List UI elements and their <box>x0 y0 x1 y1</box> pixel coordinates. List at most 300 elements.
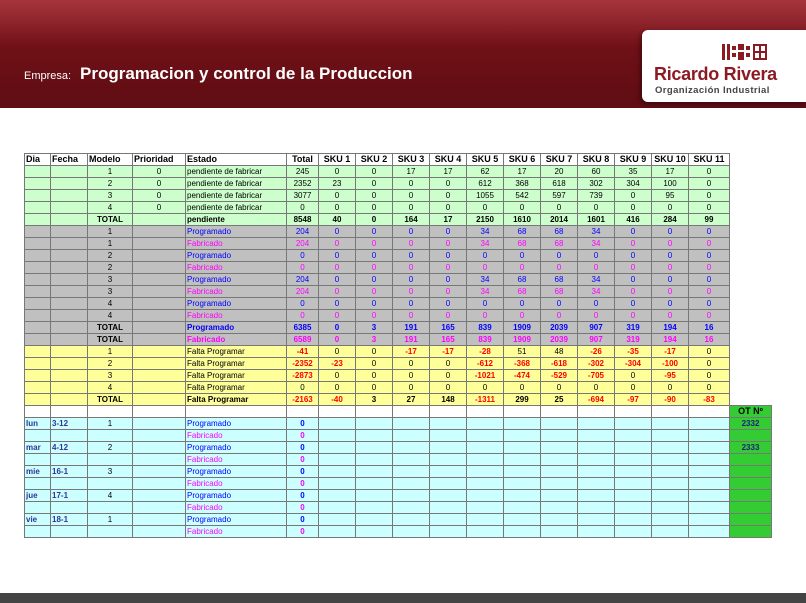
sku-cell: 0 <box>467 310 504 322</box>
sku-cell <box>430 526 467 538</box>
total-cell: 6385 <box>287 322 319 334</box>
sku-cell <box>467 442 504 454</box>
dia-cell: vie <box>25 514 51 526</box>
column-header: SKU 5 <box>467 154 504 166</box>
sku-cell: 368 <box>504 178 541 190</box>
sku-cell <box>467 454 504 466</box>
sku-cell <box>504 502 541 514</box>
sku-cell: 0 <box>356 346 393 358</box>
day-fabricado-row <box>25 526 772 538</box>
sku-cell: 0 <box>393 190 430 202</box>
sku-cell: 0 <box>504 382 541 394</box>
sku-cell <box>578 526 615 538</box>
sku-cell: 0 <box>578 250 615 262</box>
sku-cell: 3 <box>356 334 393 346</box>
sku-cell: 0 <box>356 214 393 226</box>
total-cell: -2163 <box>287 394 319 406</box>
table-cell <box>25 454 51 466</box>
day-fabricado-row <box>25 430 772 442</box>
sku-cell: 0 <box>467 250 504 262</box>
sku-cell: 0 <box>541 202 578 214</box>
sku-cell: 0 <box>504 310 541 322</box>
sku-cell: 0 <box>689 358 730 370</box>
sku-cell <box>504 418 541 430</box>
sku-cell: 27 <box>393 394 430 406</box>
sku-cell: -17 <box>652 346 689 358</box>
sku-cell: 0 <box>652 274 689 286</box>
sku-cell <box>430 514 467 526</box>
day-fabricado-row <box>25 502 772 514</box>
sku-cell: 0 <box>319 310 356 322</box>
sku-cell <box>430 430 467 442</box>
empty-cell <box>730 310 772 322</box>
estado-cell: Fabricado <box>186 310 287 322</box>
sku-cell <box>652 418 689 430</box>
sku-cell: 0 <box>430 382 467 394</box>
sku-cell: -302 <box>578 358 615 370</box>
modelo-cell: TOTAL <box>88 322 133 334</box>
fabricado-row <box>25 262 772 274</box>
sku-cell: 0 <box>504 262 541 274</box>
header-row <box>25 154 772 166</box>
sku-cell <box>356 442 393 454</box>
sku-cell: 25 <box>541 394 578 406</box>
sku-cell <box>615 442 652 454</box>
sku-cell <box>504 466 541 478</box>
modelo-cell: 1 <box>88 346 133 358</box>
table-cell <box>88 526 133 538</box>
sku-cell: 0 <box>652 310 689 322</box>
ot-cell <box>730 502 772 514</box>
spacer-row <box>25 406 772 418</box>
table-cell <box>133 226 186 238</box>
sku-cell: 165 <box>430 322 467 334</box>
sku-cell <box>541 526 578 538</box>
sku-cell: 34 <box>578 286 615 298</box>
total-cell: 0 <box>287 454 319 466</box>
estado-cell: Fabricado <box>186 286 287 298</box>
sku-cell: 35 <box>615 166 652 178</box>
empty-cell <box>730 226 772 238</box>
sku-cell <box>319 526 356 538</box>
sku-cell: -1021 <box>467 370 504 382</box>
table-cell <box>25 526 51 538</box>
column-header: SKU 6 <box>504 154 541 166</box>
table-cell <box>88 502 133 514</box>
sku-cell: 0 <box>319 298 356 310</box>
total-cell: 0 <box>287 250 319 262</box>
empty-cell <box>730 358 772 370</box>
table-cell <box>88 430 133 442</box>
column-header: Prioridad <box>133 154 186 166</box>
sku-cell <box>430 442 467 454</box>
sku-cell: 0 <box>541 382 578 394</box>
estado-cell: Programado <box>186 250 287 262</box>
falta-programar-row <box>25 358 772 370</box>
table-cell <box>133 274 186 286</box>
sku-cell: 34 <box>467 226 504 238</box>
sku-cell: 0 <box>689 382 730 394</box>
sku-cell <box>393 502 430 514</box>
sku-cell <box>393 418 430 430</box>
sku-cell <box>504 490 541 502</box>
sku-cell: 62 <box>467 166 504 178</box>
empty-cell <box>730 382 772 394</box>
empty-cell <box>730 262 772 274</box>
sku-cell: 0 <box>393 226 430 238</box>
sku-cell: 0 <box>393 274 430 286</box>
sku-cell: 68 <box>541 238 578 250</box>
empty-cell <box>730 322 772 334</box>
sku-cell <box>652 478 689 490</box>
modelo-cell: 4 <box>88 298 133 310</box>
estado-cell: pendiente de fabricar <box>186 178 287 190</box>
sku-cell: 0 <box>689 370 730 382</box>
sku-cell: 0 <box>393 298 430 310</box>
page-title: Programacion y control de la Produccion <box>80 64 413 83</box>
sku-cell <box>541 502 578 514</box>
sku-cell: 194 <box>652 322 689 334</box>
modelo-cell: 2 <box>88 178 133 190</box>
table-cell <box>88 478 133 490</box>
sku-cell <box>430 478 467 490</box>
logo-name: Ricardo Rivera <box>654 64 777 84</box>
sku-cell <box>393 454 430 466</box>
sku-cell: 0 <box>356 298 393 310</box>
sku-cell: 0 <box>319 382 356 394</box>
estado-cell: pendiente <box>186 214 287 226</box>
sku-cell: 0 <box>652 262 689 274</box>
sku-cell: 0 <box>578 262 615 274</box>
fecha-cell <box>51 166 88 178</box>
sku-cell: 0 <box>689 226 730 238</box>
table-cell <box>51 286 88 298</box>
modelo-cell: TOTAL <box>88 394 133 406</box>
sku-cell: 148 <box>430 394 467 406</box>
sku-cell: 0 <box>689 202 730 214</box>
table-cell <box>51 334 88 346</box>
empty-cell <box>730 154 772 166</box>
sku-cell: 68 <box>504 238 541 250</box>
empty-cell <box>287 406 319 418</box>
table-cell <box>51 274 88 286</box>
sku-cell: 0 <box>541 310 578 322</box>
sku-cell: 0 <box>356 274 393 286</box>
sku-cell: 0 <box>319 346 356 358</box>
sku-cell <box>541 442 578 454</box>
sku-cell <box>615 526 652 538</box>
sku-cell: 2014 <box>541 214 578 226</box>
sku-cell <box>541 478 578 490</box>
sku-cell <box>356 490 393 502</box>
sku-cell: 0 <box>356 250 393 262</box>
sku-cell: -35 <box>615 346 652 358</box>
sku-cell: 1055 <box>467 190 504 202</box>
sku-cell: 0 <box>356 166 393 178</box>
sku-cell: 0 <box>467 202 504 214</box>
sku-cell <box>578 490 615 502</box>
sku-cell: 34 <box>578 238 615 250</box>
table-cell <box>25 346 51 358</box>
sku-cell <box>504 478 541 490</box>
sku-cell <box>430 466 467 478</box>
sku-cell <box>319 430 356 442</box>
sku-cell <box>652 466 689 478</box>
sku-cell: 68 <box>541 226 578 238</box>
day-fabricado-row <box>25 454 772 466</box>
empty-cell <box>578 406 615 418</box>
ot-header: OT Nº <box>730 406 772 418</box>
sku-cell: 0 <box>578 202 615 214</box>
modelo-cell: 3 <box>88 466 133 478</box>
empty-cell <box>730 394 772 406</box>
programado-row <box>25 298 772 310</box>
sku-cell <box>615 466 652 478</box>
estado-cell: Fabricado <box>186 478 287 490</box>
table-cell <box>51 322 88 334</box>
sku-cell <box>652 454 689 466</box>
fabricado-total-row <box>25 334 772 346</box>
sku-cell: -705 <box>578 370 615 382</box>
sku-cell: 0 <box>689 190 730 202</box>
table-body <box>25 154 772 538</box>
sku-cell: 0 <box>689 262 730 274</box>
sku-cell: 0 <box>356 226 393 238</box>
column-header: Fecha <box>51 154 88 166</box>
sku-cell: 1909 <box>504 334 541 346</box>
sku-cell: 907 <box>578 334 615 346</box>
sku-cell <box>467 526 504 538</box>
sku-cell: 0 <box>504 202 541 214</box>
dia-cell <box>25 202 51 214</box>
sku-cell: 68 <box>504 226 541 238</box>
table-cell <box>133 430 186 442</box>
sku-cell <box>578 466 615 478</box>
sku-cell: 739 <box>578 190 615 202</box>
table-cell <box>51 370 88 382</box>
sku-cell: -17 <box>393 346 430 358</box>
sku-cell: 0 <box>615 226 652 238</box>
sku-cell: 618 <box>541 178 578 190</box>
sku-cell <box>393 526 430 538</box>
sku-cell: 0 <box>356 286 393 298</box>
estado-cell: Fabricado <box>186 262 287 274</box>
modelo-cell: 4 <box>88 310 133 322</box>
prioridad-cell <box>133 442 186 454</box>
sku-cell <box>467 514 504 526</box>
fabricado-row <box>25 238 772 250</box>
sku-cell <box>615 478 652 490</box>
sku-cell: 17 <box>430 214 467 226</box>
table-cell <box>133 262 186 274</box>
sku-cell: 0 <box>578 298 615 310</box>
sku-cell: 0 <box>430 250 467 262</box>
day-programado-row <box>25 490 772 502</box>
table-cell <box>51 238 88 250</box>
total-cell: 0 <box>287 298 319 310</box>
sku-cell: 20 <box>541 166 578 178</box>
table-cell <box>133 454 186 466</box>
sku-cell <box>541 454 578 466</box>
total-cell: 0 <box>287 202 319 214</box>
total-cell: 0 <box>287 310 319 322</box>
sku-cell: 164 <box>393 214 430 226</box>
empty-cell <box>730 166 772 178</box>
sku-cell: 99 <box>689 214 730 226</box>
prioridad-cell <box>133 466 186 478</box>
table-cell <box>51 382 88 394</box>
sku-cell: 0 <box>393 238 430 250</box>
sku-cell <box>319 514 356 526</box>
modelo-cell: 2 <box>88 358 133 370</box>
modelo-cell: TOTAL <box>88 334 133 346</box>
sku-cell <box>356 514 393 526</box>
total-cell: 0 <box>287 478 319 490</box>
fabricado-row <box>25 286 772 298</box>
sku-cell <box>393 442 430 454</box>
sku-cell: 302 <box>578 178 615 190</box>
sku-cell: 0 <box>393 382 430 394</box>
sku-cell: 319 <box>615 334 652 346</box>
sku-cell: 0 <box>356 202 393 214</box>
sku-cell: 34 <box>467 286 504 298</box>
sku-cell <box>430 454 467 466</box>
dia-cell <box>25 178 51 190</box>
estado-cell: Programado <box>186 466 287 478</box>
fecha-cell <box>51 190 88 202</box>
sku-cell: 0 <box>467 298 504 310</box>
sku-cell <box>356 454 393 466</box>
empty-cell <box>730 334 772 346</box>
sku-cell <box>504 526 541 538</box>
day-programado-row <box>25 466 772 478</box>
sku-cell: 0 <box>319 286 356 298</box>
sku-cell <box>541 514 578 526</box>
sku-cell: -368 <box>504 358 541 370</box>
table-cell <box>25 262 51 274</box>
modelo-cell: 1 <box>88 514 133 526</box>
programado-row <box>25 226 772 238</box>
sku-cell: 542 <box>504 190 541 202</box>
sku-cell: 907 <box>578 322 615 334</box>
sku-cell: 34 <box>578 274 615 286</box>
fecha-cell: 18-1 <box>51 514 88 526</box>
sku-cell: 839 <box>467 322 504 334</box>
table-cell <box>133 346 186 358</box>
sku-cell <box>319 442 356 454</box>
sku-cell: 0 <box>356 358 393 370</box>
sku-cell <box>689 514 730 526</box>
modelo-cell: 2 <box>88 442 133 454</box>
sku-cell: 0 <box>689 274 730 286</box>
sku-cell: 16 <box>689 334 730 346</box>
modelo-cell: 1 <box>88 418 133 430</box>
modelo-cell: 1 <box>88 238 133 250</box>
table-cell <box>133 358 186 370</box>
prioridad-cell: 0 <box>133 202 186 214</box>
sku-cell: -694 <box>578 394 615 406</box>
sku-cell <box>467 502 504 514</box>
sku-cell: 0 <box>356 178 393 190</box>
estado-cell: Programado <box>186 418 287 430</box>
table-cell <box>133 298 186 310</box>
sku-cell: -28 <box>467 346 504 358</box>
sku-cell: 0 <box>319 202 356 214</box>
sku-cell: 612 <box>467 178 504 190</box>
sku-cell <box>689 502 730 514</box>
sku-cell: 0 <box>615 190 652 202</box>
table-cell <box>88 454 133 466</box>
sku-cell: -618 <box>541 358 578 370</box>
sku-cell <box>541 418 578 430</box>
sku-cell <box>652 430 689 442</box>
column-header: SKU 2 <box>356 154 393 166</box>
estado-cell: pendiente de fabricar <box>186 190 287 202</box>
sku-cell <box>393 466 430 478</box>
sku-cell <box>615 502 652 514</box>
sku-cell <box>319 418 356 430</box>
sku-cell: 0 <box>319 190 356 202</box>
modelo-cell: 3 <box>88 274 133 286</box>
sku-cell: 0 <box>393 358 430 370</box>
total-cell: 204 <box>287 226 319 238</box>
header-banner <box>0 0 806 108</box>
falta-programar-row <box>25 370 772 382</box>
empty-cell <box>730 298 772 310</box>
modelo-cell: TOTAL <box>88 214 133 226</box>
sku-cell: -100 <box>652 358 689 370</box>
sku-cell: 1909 <box>504 322 541 334</box>
ot-number: 2333 <box>730 442 772 454</box>
table-cell <box>51 526 88 538</box>
total-cell: 0 <box>287 466 319 478</box>
total-cell: 0 <box>287 490 319 502</box>
falta-programar-row <box>25 346 772 358</box>
dia-cell: jue <box>25 490 51 502</box>
sku-cell: 0 <box>430 178 467 190</box>
sku-cell <box>356 526 393 538</box>
estado-cell: Fabricado <box>186 526 287 538</box>
pendiente-row <box>25 178 772 190</box>
estado-cell: Fabricado <box>186 334 287 346</box>
table-cell <box>51 478 88 490</box>
sku-cell: 0 <box>430 202 467 214</box>
sku-cell <box>393 478 430 490</box>
empty-cell <box>689 406 730 418</box>
column-header: SKU 11 <box>689 154 730 166</box>
sku-cell: 416 <box>615 214 652 226</box>
table-cell <box>25 274 51 286</box>
pendiente-row <box>25 202 772 214</box>
sku-cell <box>430 418 467 430</box>
estado-cell: Programado <box>186 322 287 334</box>
table-cell <box>133 310 186 322</box>
empty-cell <box>730 190 772 202</box>
dia-cell: mie <box>25 466 51 478</box>
sku-cell: 100 <box>652 178 689 190</box>
sku-cell: 0 <box>356 262 393 274</box>
total-cell: -2873 <box>287 370 319 382</box>
sku-cell: 0 <box>319 250 356 262</box>
empty-cell <box>730 250 772 262</box>
empty-cell <box>730 286 772 298</box>
sku-cell: 1601 <box>578 214 615 226</box>
sku-cell: 34 <box>578 226 615 238</box>
sku-cell: 68 <box>504 286 541 298</box>
sku-cell: 0 <box>615 310 652 322</box>
sku-cell: 0 <box>319 370 356 382</box>
estado-cell: Falta Programar <box>186 382 287 394</box>
